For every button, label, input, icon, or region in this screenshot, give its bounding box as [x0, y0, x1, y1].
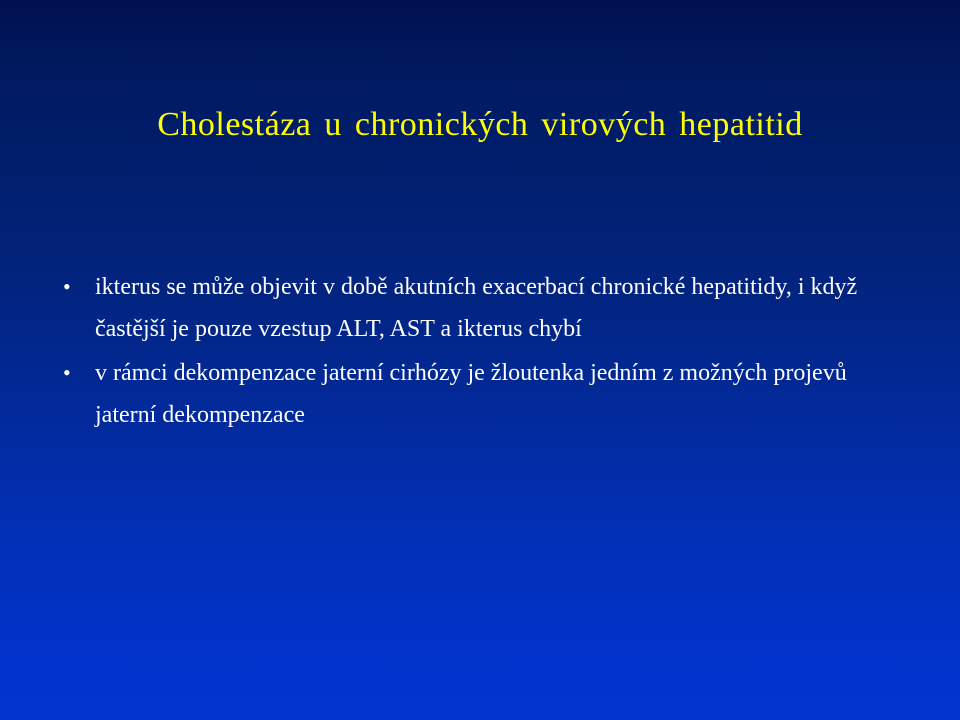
list-item: [63, 352, 873, 436]
bullet-list: [63, 266, 873, 438]
bullet-icon: •: [63, 360, 71, 385]
slide-title: Cholestáza u chronických virových hepatitid: [157, 106, 803, 143]
bullet-text: ikterus se může objevit v době akutních exacerbací chronické hepatitidy, i když častější je pouze vzestup ALT, AST a ikterus chybí: [95, 274, 858, 342]
bullet-icon: •: [63, 274, 71, 299]
list-item: [63, 266, 873, 350]
bullet-text: v rámci dekompenzace jaterní cirhózy je žloutenka jedním z možných projevů jaterní dekompenzace: [95, 360, 847, 428]
